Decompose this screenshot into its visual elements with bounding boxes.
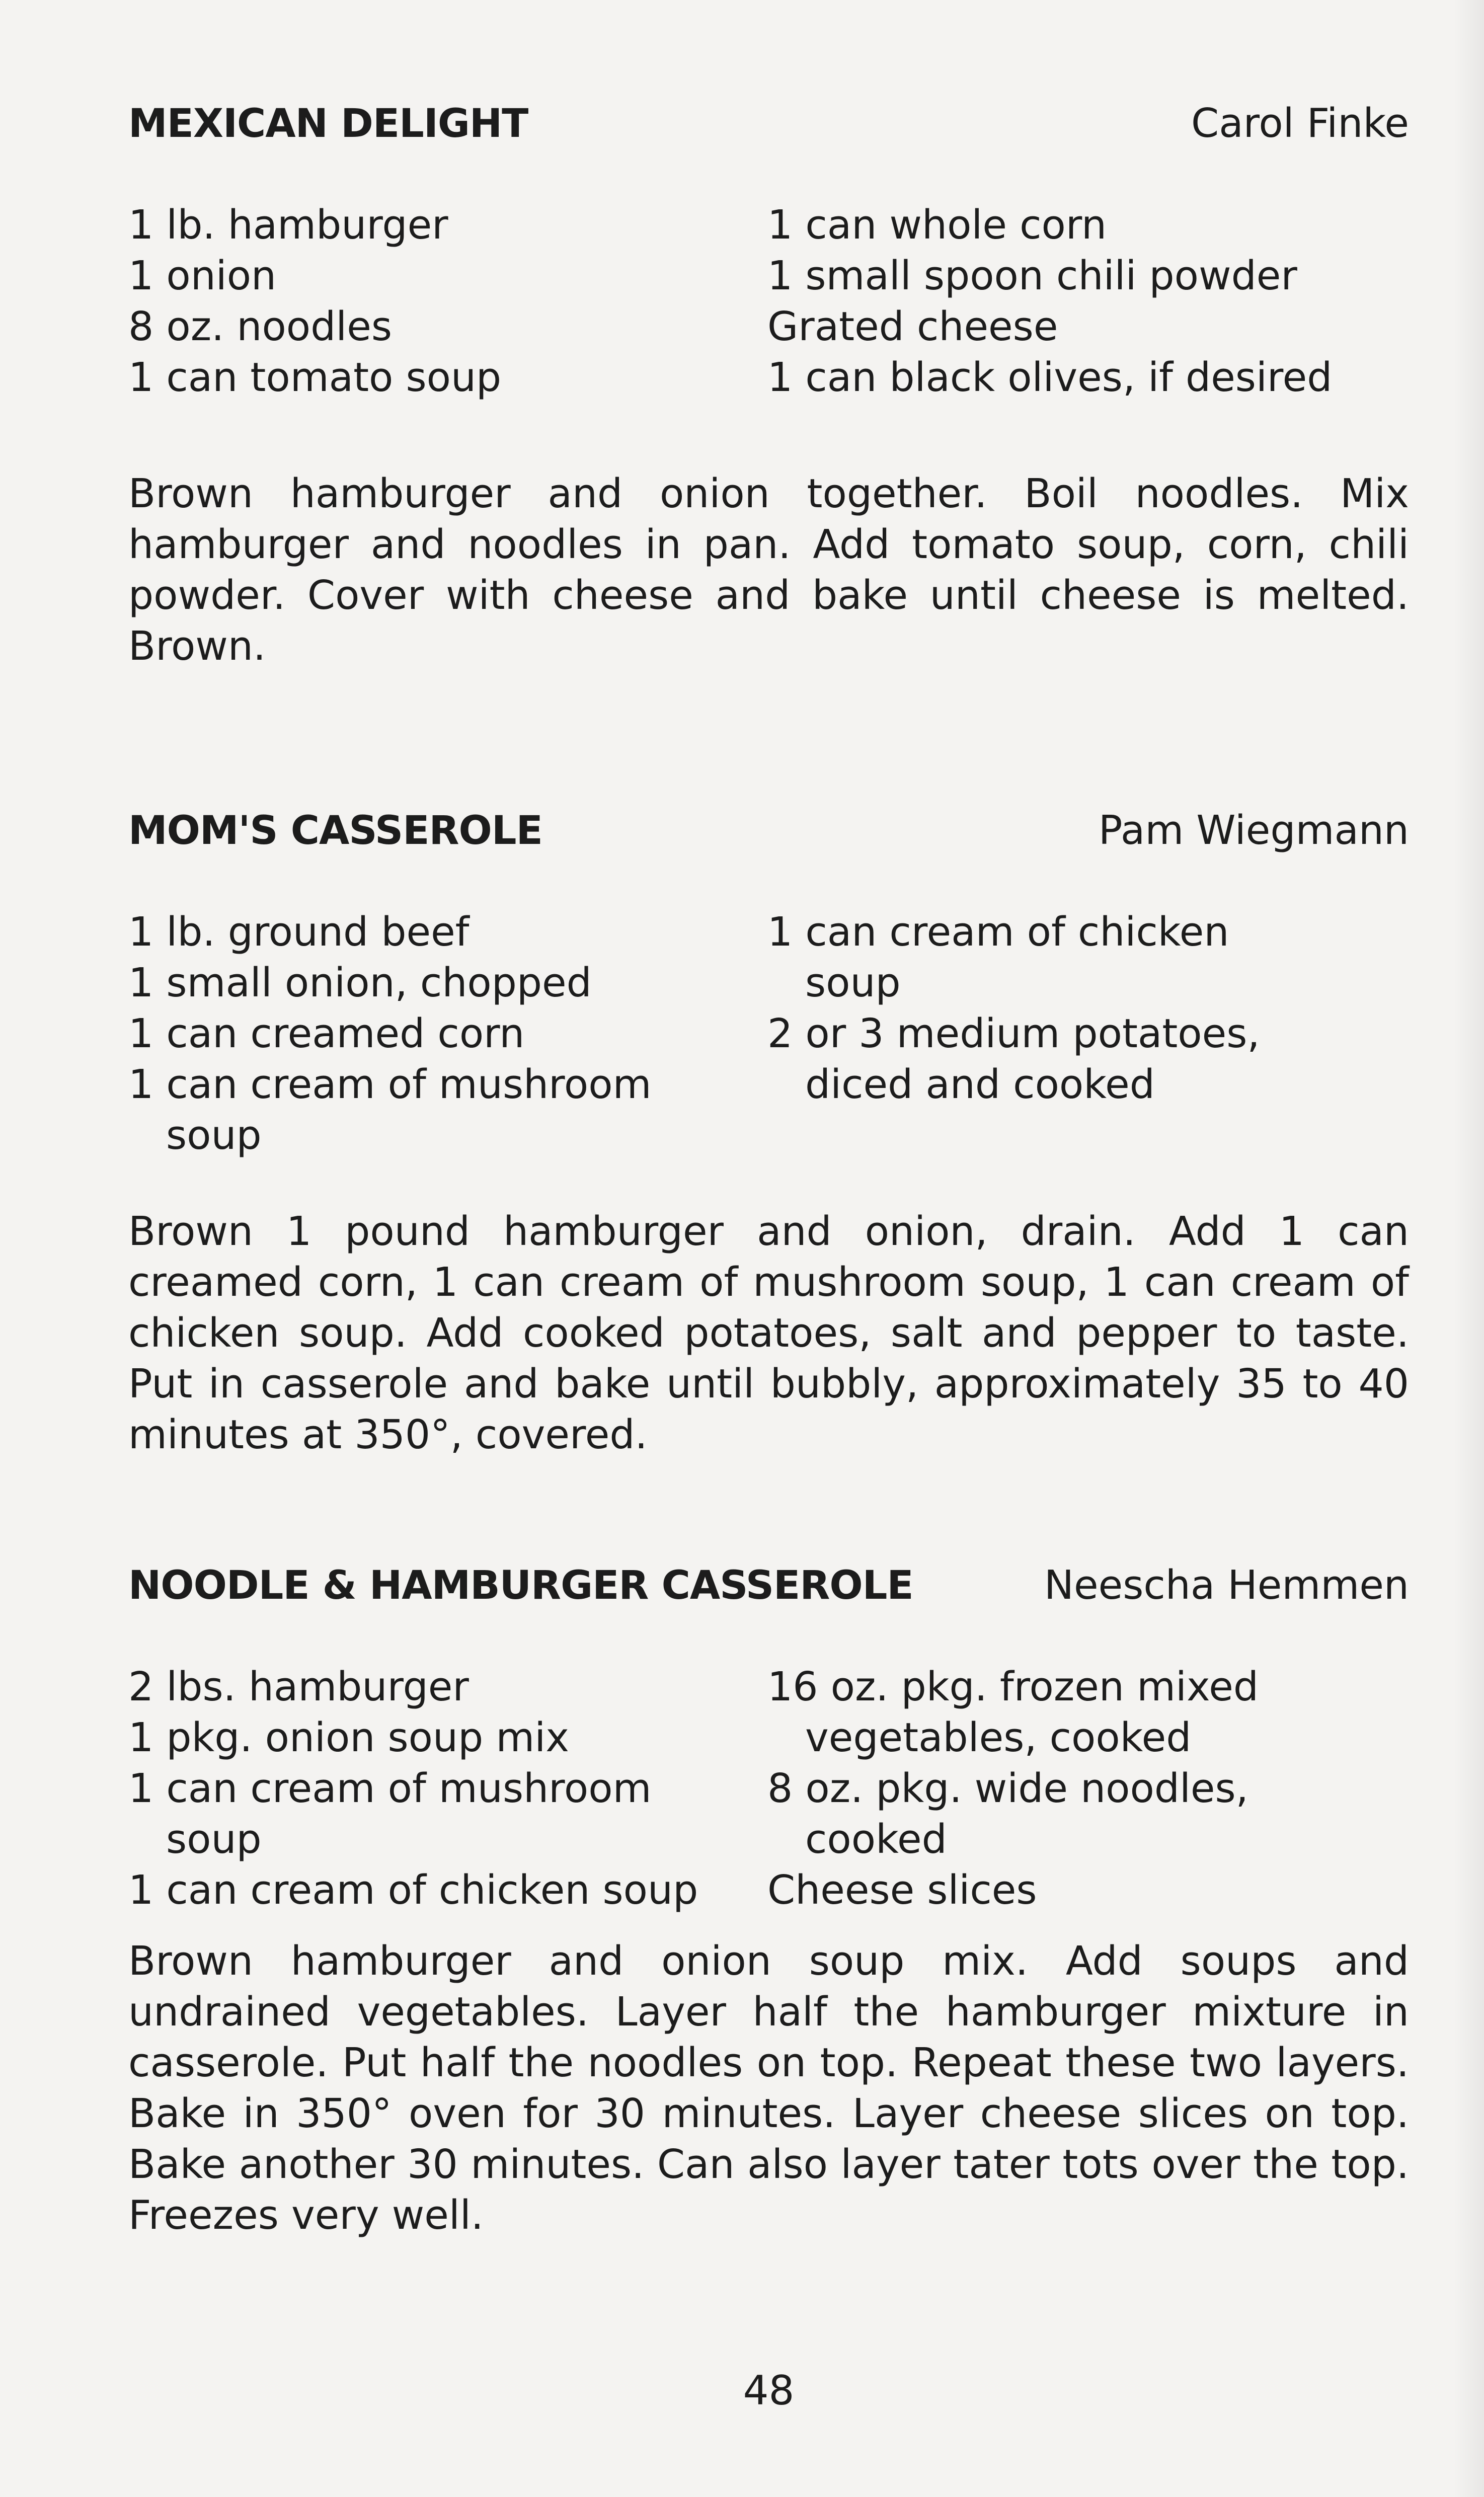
ingredient-item: 1 can tomato soup bbox=[128, 354, 502, 401]
ingredient-column-right bbox=[767, 1662, 1409, 1916]
ingredient-item: 1 lb. hamburger bbox=[128, 202, 448, 248]
recipe-directions: Brown hamburger and onion soup mix. Add soups and undrained vegetables. Layer half the hamburger mixture in casserole. Put half the noodles on top. Repeat these two layers. Bake in 350° oven for 30 minutes. Layer cheese slices on top. Bake another 30 minutes. Can also layer tater tots over the top. Freezes very well. bbox=[128, 1938, 1409, 2238]
ingredient-item: 1 pkg. onion soup mix bbox=[128, 1714, 569, 1761]
ingredient-item: 1 can creamed corn bbox=[128, 1010, 525, 1057]
ingredient-item: 8 oz. noodles bbox=[128, 303, 392, 350]
ingredient-item: 1 can cream of mushroom bbox=[128, 1765, 652, 1812]
ingredient-item: 1 can cream of chicken soup bbox=[128, 1867, 698, 1913]
recipe-directions: Brown 1 pound hamburger and onion, drain. Add 1 can creamed corn, 1 can cream of mushroom soup, 1 can cream of chicken soup. Add cooked potatoes, salt and pepper to taste. Put in casserole and bake until bubbly, approximately 35 to 40 minutes at 350°, covered. bbox=[128, 1208, 1409, 1458]
ingredient-item: 16 oz. pkg. frozen mixed bbox=[767, 1664, 1259, 1710]
recipe-title: MOM'S CASSEROLE bbox=[128, 808, 542, 853]
ingredient-list bbox=[128, 200, 1409, 403]
recipe-author: Pam Wiegmann bbox=[1098, 807, 1409, 853]
cookbook-page bbox=[128, 0, 1409, 2497]
ingredient-item: 8 oz. pkg. wide noodles, bbox=[767, 1765, 1248, 1812]
ingredient-item: vegetables, cooked bbox=[805, 1714, 1192, 1761]
ingredient-column-left bbox=[128, 1662, 767, 1916]
ingredient-list bbox=[128, 1662, 1409, 1916]
recipe-title: MEXICAN DELIGHT bbox=[128, 101, 528, 146]
ingredient-item: 2 or 3 medium potatoes, bbox=[767, 1010, 1260, 1057]
ingredient-item: 1 can cream of mushroom bbox=[128, 1061, 652, 1108]
recipe-title: NOODLE & HAMBURGER CASSEROLE bbox=[128, 1563, 913, 1608]
ingredient-item: 1 can cream of chicken bbox=[767, 909, 1229, 955]
ingredient-item: soup bbox=[166, 1112, 262, 1158]
ingredient-item: 1 can whole corn bbox=[767, 202, 1107, 248]
ingredient-item: soup bbox=[805, 960, 901, 1006]
recipe-noodle-hamburger-casserole bbox=[128, 1560, 1409, 2241]
recipe-header bbox=[128, 805, 1409, 856]
recipe-author: Carol Finke bbox=[1191, 100, 1409, 146]
ingredient-item: 1 lb. ground beef bbox=[128, 909, 470, 955]
ingredient-column-right bbox=[767, 907, 1409, 1161]
ingredient-column-left bbox=[128, 200, 767, 403]
ingredient-list bbox=[128, 907, 1409, 1161]
recipe-header bbox=[128, 98, 1409, 149]
page-number: 48 bbox=[743, 2367, 795, 2414]
recipe-moms-casserole bbox=[128, 805, 1409, 1460]
ingredient-item: 1 onion bbox=[128, 253, 277, 299]
ingredient-item: Grated cheese bbox=[767, 303, 1058, 350]
page-edge-shadow bbox=[1454, 0, 1484, 2497]
ingredient-column-right bbox=[767, 200, 1409, 403]
ingredient-item: cooked bbox=[805, 1816, 947, 1862]
recipe-header bbox=[128, 1560, 1409, 1611]
ingredient-item: soup bbox=[166, 1816, 262, 1862]
ingredient-column-left bbox=[128, 907, 767, 1161]
ingredient-item: Cheese slices bbox=[767, 1867, 1037, 1913]
recipe-author: Neescha Hemmen bbox=[1044, 1562, 1409, 1608]
ingredient-item: 1 small onion, chopped bbox=[128, 960, 592, 1006]
recipe-directions: Brown hamburger and onion together. Boil noodles. Mix hamburger and noodles in pan. Add tomato soup, corn, chili powder. Cover with cheese and bake until cheese is melted. Brown. bbox=[128, 471, 1409, 669]
ingredient-item: 2 lbs. hamburger bbox=[128, 1664, 469, 1710]
ingredient-item: 1 small spoon chili powder bbox=[767, 253, 1297, 299]
ingredient-item: diced and cooked bbox=[805, 1061, 1155, 1108]
ingredient-item: 1 can black olives, if desired bbox=[767, 354, 1333, 401]
recipe-mexican-delight bbox=[128, 98, 1409, 672]
